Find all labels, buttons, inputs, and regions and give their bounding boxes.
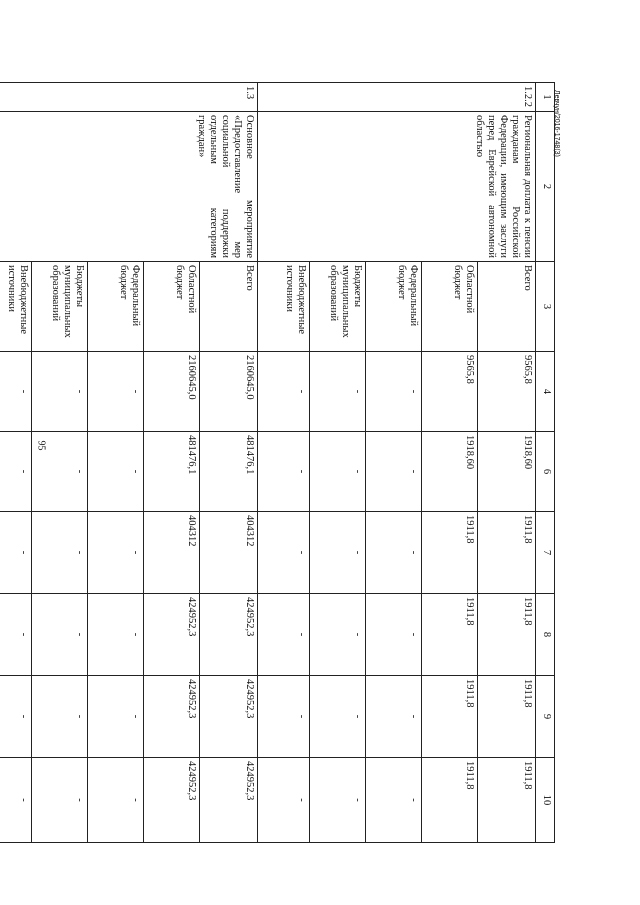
funding-source: Всего <box>200 262 258 352</box>
value-cell: - <box>366 758 422 843</box>
measure-name: Региональная доплата к пенсии гражданам Российской Федерации, имеющим заслуги перед Еврейской автономной областью <box>258 112 536 262</box>
value-cell: - <box>88 512 144 594</box>
value-cell: - <box>258 758 310 843</box>
value-cell: - <box>32 594 88 676</box>
value-cell: 1918,60 <box>478 432 536 512</box>
value-cell: 424952,3 <box>144 758 200 843</box>
value-cell: 9565,8 <box>422 352 478 432</box>
value-cell: 481476,1 <box>200 432 258 512</box>
funding-source: Бюджеты муниципальных образований <box>32 262 88 352</box>
value-cell: - <box>32 432 88 512</box>
value-cell: 424952,3 <box>144 594 200 676</box>
row-code: 1.2.2 <box>258 83 536 112</box>
value-cell: - <box>32 512 88 594</box>
value-cell: 9565,8 <box>478 352 536 432</box>
value-cell: 1911,8 <box>478 758 536 843</box>
value-cell: 2160645,0 <box>144 352 200 432</box>
value-cell: - <box>258 512 310 594</box>
funding-source: Областной бюджет <box>144 262 200 352</box>
funding-source: Внебюджетные источники <box>258 262 310 352</box>
value-cell: - <box>88 352 144 432</box>
column-header: 2 <box>536 112 555 262</box>
value-cell: 424952,3 <box>200 758 258 843</box>
value-cell: 481476,1 <box>144 432 200 512</box>
value-cell: - <box>32 676 88 758</box>
column-header: 6 <box>536 432 555 512</box>
value-cell: - <box>88 758 144 843</box>
funding-source: Внебюджетные источники <box>0 262 32 352</box>
value-cell: - <box>310 352 366 432</box>
value-cell: - <box>310 594 366 676</box>
value-cell: - <box>310 676 366 758</box>
column-header: 10 <box>536 758 555 843</box>
value-cell: 404312 <box>200 512 258 594</box>
value-cell: 1911,8 <box>422 758 478 843</box>
value-cell: - <box>0 352 32 432</box>
measure-name: Основное мероприятие «Предоставление мер социальной поддержки отдельным категориям граждан» <box>0 112 258 262</box>
funding-source: Всего <box>478 262 536 352</box>
value-cell: 1918,60 <box>422 432 478 512</box>
column-header: 3 <box>536 262 555 352</box>
budget-table <box>0 82 555 843</box>
value-cell: - <box>32 352 88 432</box>
value-cell: 404312 <box>144 512 200 594</box>
value-cell: - <box>366 432 422 512</box>
funding-source: Федеральный бюджет <box>88 262 144 352</box>
document-id: Левчун/2016-1748(3) <box>553 90 560 157</box>
value-cell: - <box>0 512 32 594</box>
table-row <box>478 83 536 843</box>
value-cell: - <box>0 758 32 843</box>
column-header: 7 <box>536 512 555 594</box>
value-cell: - <box>366 676 422 758</box>
value-cell: - <box>0 432 32 512</box>
value-cell: - <box>258 676 310 758</box>
value-cell: 1911,8 <box>422 594 478 676</box>
value-cell: 424952,3 <box>144 676 200 758</box>
page-number: 95 <box>35 440 47 451</box>
funding-source: Федеральный бюджет <box>366 262 422 352</box>
column-header: 9 <box>536 676 555 758</box>
value-cell: 1911,8 <box>478 676 536 758</box>
column-header: 1 <box>536 83 555 112</box>
value-cell: 1911,8 <box>422 512 478 594</box>
value-cell: - <box>366 352 422 432</box>
value-cell: 1911,8 <box>478 512 536 594</box>
value-cell: - <box>366 512 422 594</box>
table-row <box>200 83 258 843</box>
column-header: 4 <box>536 352 555 432</box>
funding-source: Областной бюджет <box>422 262 478 352</box>
header-row <box>536 83 555 843</box>
value-cell: - <box>32 758 88 843</box>
value-cell: - <box>0 594 32 676</box>
value-cell: 424952,3 <box>200 676 258 758</box>
value-cell: - <box>88 594 144 676</box>
value-cell: - <box>310 512 366 594</box>
value-cell: - <box>366 594 422 676</box>
value-cell: - <box>258 352 310 432</box>
value-cell: 424952,3 <box>200 594 258 676</box>
rotated-table-container <box>5 82 555 842</box>
value-cell: 1911,8 <box>422 676 478 758</box>
value-cell: - <box>258 594 310 676</box>
value-cell: - <box>88 676 144 758</box>
value-cell: 1911,8 <box>478 594 536 676</box>
value-cell: - <box>0 676 32 758</box>
column-header: 8 <box>536 594 555 676</box>
value-cell: - <box>310 432 366 512</box>
row-code: 1.3 <box>0 83 258 112</box>
value-cell: 2160645,0 <box>200 352 258 432</box>
value-cell: - <box>258 432 310 512</box>
funding-source: Бюджеты муниципальных образований <box>310 262 366 352</box>
value-cell: - <box>88 432 144 512</box>
value-cell: - <box>310 758 366 843</box>
